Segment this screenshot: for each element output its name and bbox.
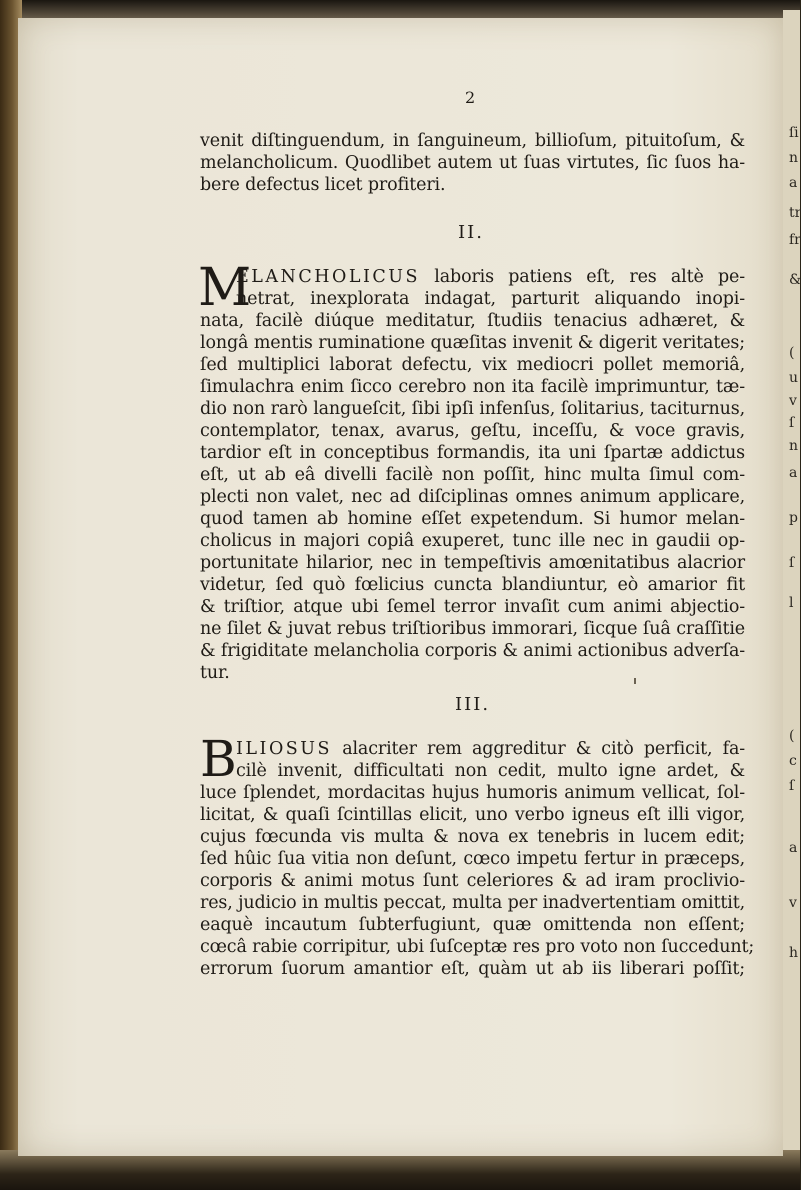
- body-line: bere defectus licet profiteri.: [200, 175, 446, 195]
- body-line: licitat, & quaſi ſcintillas elicit, uno verbo igneus eſt illi vigor,: [200, 805, 745, 825]
- adjacent-fragment: n: [789, 438, 799, 454]
- body-line: luce ſplendet, mordacitas hujus humoris animum vellicat, ſol-: [200, 783, 745, 803]
- body-line: contemplator, tenax, avarus, geſtu, inceſſu, & voce gravis,: [200, 421, 745, 441]
- body-line: ſed hûic ſua vitia non deſunt, cœco impetu fertur in præceps,: [200, 849, 745, 869]
- section-heading: II.: [458, 222, 484, 243]
- adjacent-fragment: ſ: [789, 555, 795, 571]
- adjacent-fragment: p: [789, 510, 798, 526]
- body-line: res, judicio in multis peccat, multa per inadvertentiam omittit,: [200, 893, 745, 913]
- body-line: cœcâ rabie corripitur, ubi ſuſceptæ res pro voto non ſuccedunt;: [200, 937, 755, 957]
- lead-word: ELANCHOLICUS: [236, 267, 421, 287]
- first-line-rest: laboris patiens eſt, res altè pe-: [434, 267, 745, 287]
- drop-cap: B: [200, 730, 237, 788]
- adjacent-fragment: ſ: [789, 415, 795, 431]
- section-heading: III.: [455, 694, 491, 715]
- section-first-line: [236, 738, 745, 760]
- adjacent-fragment: (: [789, 728, 795, 744]
- body-line: tur.: [200, 663, 230, 683]
- body-line: longâ mentis ruminatione quæſitas invenit & digerit veritates;: [200, 333, 745, 353]
- body-line: venit diſtinguendum, in ſanguineum, billioſum, pituitoſum, &: [200, 131, 745, 151]
- ink-mark: [634, 678, 636, 684]
- section-first-line: [236, 266, 745, 288]
- body-line: cilè invenit, difficultati non cedit, multo igne ardet, &: [236, 761, 745, 781]
- adjacent-fragment: tr: [789, 205, 801, 221]
- adjacent-fragment: fr: [789, 232, 801, 248]
- body-line: ſimulachra enim ſicco cerebro non ita facilè imprimuntur, tæ-: [200, 377, 745, 397]
- adjacent-fragment: a: [789, 840, 798, 856]
- body-line: ne ſilet & juvat rebus triſtioribus immorari, ſicque ſuâ craſſitie: [200, 619, 745, 639]
- body-line: plecti non valet, nec ad diſciplinas omnes animum applicare,: [200, 487, 745, 507]
- page-number: 2: [465, 88, 476, 107]
- adjacent-fragment: n: [789, 150, 799, 166]
- adjacent-fragment: l: [789, 595, 794, 611]
- body-line: errorum ſuorum amantior eſt, quàm ut ab iis liberari poſſit;: [200, 959, 745, 979]
- body-line: portunitate hilarior, nec in tempeſtivis amœnitatibus alacrior: [200, 553, 745, 573]
- body-line: ſed multiplici laborat defectu, vix mediocri pollet memoriâ,: [200, 355, 745, 375]
- adjacent-fragment: h: [789, 945, 799, 961]
- adjacent-page-edge: [783, 10, 800, 1150]
- body-line: dio non rarò langueſcit, ſibi ipſi infenſus, ſolitarius, taciturnus,: [200, 399, 745, 419]
- adjacent-fragment: v: [789, 895, 797, 911]
- lead-word: ILIOSUS: [236, 739, 333, 759]
- adjacent-fragment: v: [789, 393, 797, 409]
- body-line: cujus fœcunda vis multa & nova ex tenebris in lucem edit;: [200, 827, 745, 847]
- body-line: & frigiditate melancholia corporis & animi actionibus adverſa-: [200, 641, 745, 661]
- adjacent-fragment: a: [789, 465, 798, 481]
- body-line: melancholicum. Quodlibet autem ut ſuas virtutes, ſic ſuos ha-: [200, 153, 745, 173]
- body-line: cholicus in majori copiâ exuperet, tunc ille nec in gaudii op-: [200, 531, 745, 551]
- body-line: & triſtior, atque ubi ſemel terror invaſit cum animi abjectio-: [200, 597, 745, 617]
- adjacent-fragment: u: [789, 370, 799, 386]
- adjacent-fragment: c: [789, 753, 797, 769]
- first-line-rest: alacriter rem aggreditur & citò perficit, fa-: [342, 739, 746, 759]
- body-line: corporis & animi motus ſunt celeriores & ad iram proclivio-: [200, 871, 745, 891]
- body-line: nata, facilè diúque meditatur, ſtudiis tenacius adhæret, &: [200, 311, 745, 331]
- body-line: eſt, ut ab eâ divelli facilè non poſſit, hinc multa ſimul com-: [200, 465, 745, 485]
- body-line: videtur, ſed quò fœlicius cuncta blandiuntur, eò amarior fit: [200, 575, 745, 595]
- body-line: tardior eſt in conceptibus formandis, ita uni ſpartæ addictus: [200, 443, 745, 463]
- body-line: netrat, inexplorata indagat, parturit aliquando inopi-: [236, 289, 745, 309]
- book-bottom-edge: [0, 1150, 800, 1190]
- adjacent-fragment: &: [789, 272, 801, 288]
- adjacent-fragment: ſi: [789, 125, 799, 141]
- body-line: quod tamen ab homine eſſet expetendum. Si humor melan-: [200, 509, 745, 529]
- adjacent-fragment: (: [789, 345, 795, 361]
- drop-cap: M: [198, 258, 252, 318]
- adjacent-fragment: a: [789, 175, 798, 191]
- body-line: eaquè incautum ſubterfugiunt, quæ omittenda non eſſent;: [200, 915, 745, 935]
- adjacent-fragment: ſ: [789, 778, 795, 794]
